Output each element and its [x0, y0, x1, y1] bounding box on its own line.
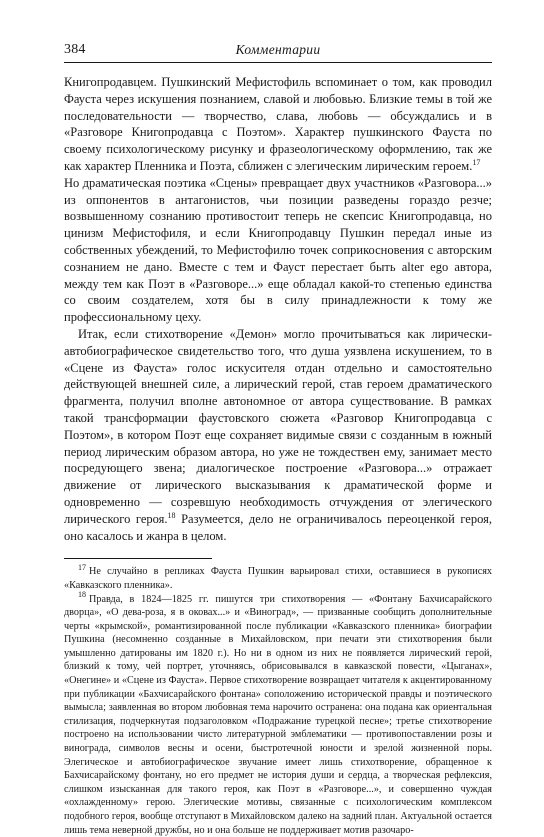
paragraph-text-tail: Разумеется, дело не ограничивалось переоценкой героя, оно касалось и жанра в целом. — [64, 512, 492, 543]
footnote-number: 17 — [78, 563, 86, 572]
paragraph — [64, 175, 492, 326]
footnote-number: 18 — [78, 590, 86, 599]
footnote — [64, 593, 492, 837]
page-header — [64, 40, 492, 63]
paragraph — [64, 74, 492, 175]
footnote — [64, 565, 492, 592]
paragraph-text: Но драматическая поэтика «Сцены» превращает двух участников «Разговора...» из оппонентов в антагонистов, чьи позиции разведены гораздо резче; возвышенному сознанию противостоит теперь не скепсис Книгопродавца, но цинизм Мефистофиля, и если Книгопродавцу Пушкин передал иные из собственных убеждений, то Мефистофилю точек соприкосновения с авторским сознанием не дано. Вместе с тем и Фауст перестает быть alter ego автора, между тем как Поэт в «Разговоре...» еще обладал какой-то степенью единства со своим создателем, хотя бы в силу принадлежности к тому же профессиональному цеху. — [64, 176, 492, 324]
footnote-ref[interactable]: 17 — [472, 158, 480, 167]
page-number: 384 — [64, 42, 86, 58]
footnotes — [64, 565, 492, 837]
footnote-divider — [64, 558, 212, 559]
main-text — [64, 74, 492, 544]
footnote-text: Правда, в 1824—1825 гг. пишутся три стихотворения — «Фонтану Бахчисарайского дворца», «О дева-роза, я в оковах...» и «Виноград», — призванные сообщить дополнительные черты «крымской», романтизированной после публикации «Кавказского пленника» биографии Пушкина (несомненно созданные в Михайловском, при печати эти стихотворения были умышленно датированы им 1820 г.). Но ни в одном из них не появляется лирический герой, близкий к тому, чей портрет, уточняясь, обрисовывался в кавказской повести, «Цыганах», «Онегине» и «Сцене из Фауста». Первое стихотворение возвращает читателя к акцентированному при публикации «Бахчисарайского фонтана» соположению исторической правды и поэтического вымысла; заявленная во втором любовная тема нарочито остранена: она подана как ориентальная стилизация, подчеркнутая подзаголовком «Подражание турецкой песне»; третье стихотворение построено на использовании чисто литературной эмблематики — противопоставлении розы и винограда, символов весны и осени, быстротечной юности и зрелой жизненной поры. Элегическое и автобиографическое звучание имеет лишь стихотворение, обращенное к Бахчисарайскому фонтану, но его предмет не история души и сердца, а творческая рефлексия, слишком изысканная для такого героя, как Поэт в «Разговоре...», и совершенно чуждая «охлажденному» герою. Элегические мотивы, связанные с психологическим комплексом подобного героя, вообще отступают в Михайловском далеко на задний план. Актуальной остается лишь тема неверной дружбы, но и она больше не поддерживает мотив разочаро- — [64, 594, 492, 836]
paragraph-text: Итак, если стихотворение «Демон» могло прочитываться как лирически-автобиографическое свидетельство того, что душа уязвлена искушением, то в «Сцене из Фауста» голос искусителя отдан отдельно и самостоятельно действующей внешней силе, а лирический герой, став героем драматического фрагмента, получил вполне автономное от автора существование. В рамках такой трансформации фаустовского сюжета «Разговор Книгопродавца с Поэтом», в котором Поэт еще сохраняет видимые связи с созданным в южный период лирическим образом автора, но уже не тождествен ему, занимает место посредующего звена; диалогическое построение «Разговора...» отражает движение от лирического высказывания к драматической форме и одновременно — созревшую необходимость отчуждения от элегического лирического героя. — [64, 327, 492, 526]
paragraph-text: Книгопродавцем. Пушкинский Мефистофиль вспоминает о том, как проводил Фауста через искушения познанием, славой и любовью. Близкие темы в той же последовательности — творчество, слава, любовь — обсуждались и в «Разговоре Книгопродавца с Поэтом». Характер пушкинского Фауста по своему психологическому рисунку и фразеологическому оформлению, так же как характер Пленника и Поэта, сближен с элегическим лирическим героем. — [64, 75, 492, 173]
paragraph — [64, 326, 492, 544]
footnote-ref[interactable]: 18 — [168, 511, 176, 520]
running-head: Комментарии — [64, 42, 492, 58]
footnote-text: Не случайно в репликах Фауста Пушкин варьировал стихи, оставшиеся в рукописях «Кавказского пленника». — [64, 566, 492, 591]
book-page — [64, 40, 492, 837]
